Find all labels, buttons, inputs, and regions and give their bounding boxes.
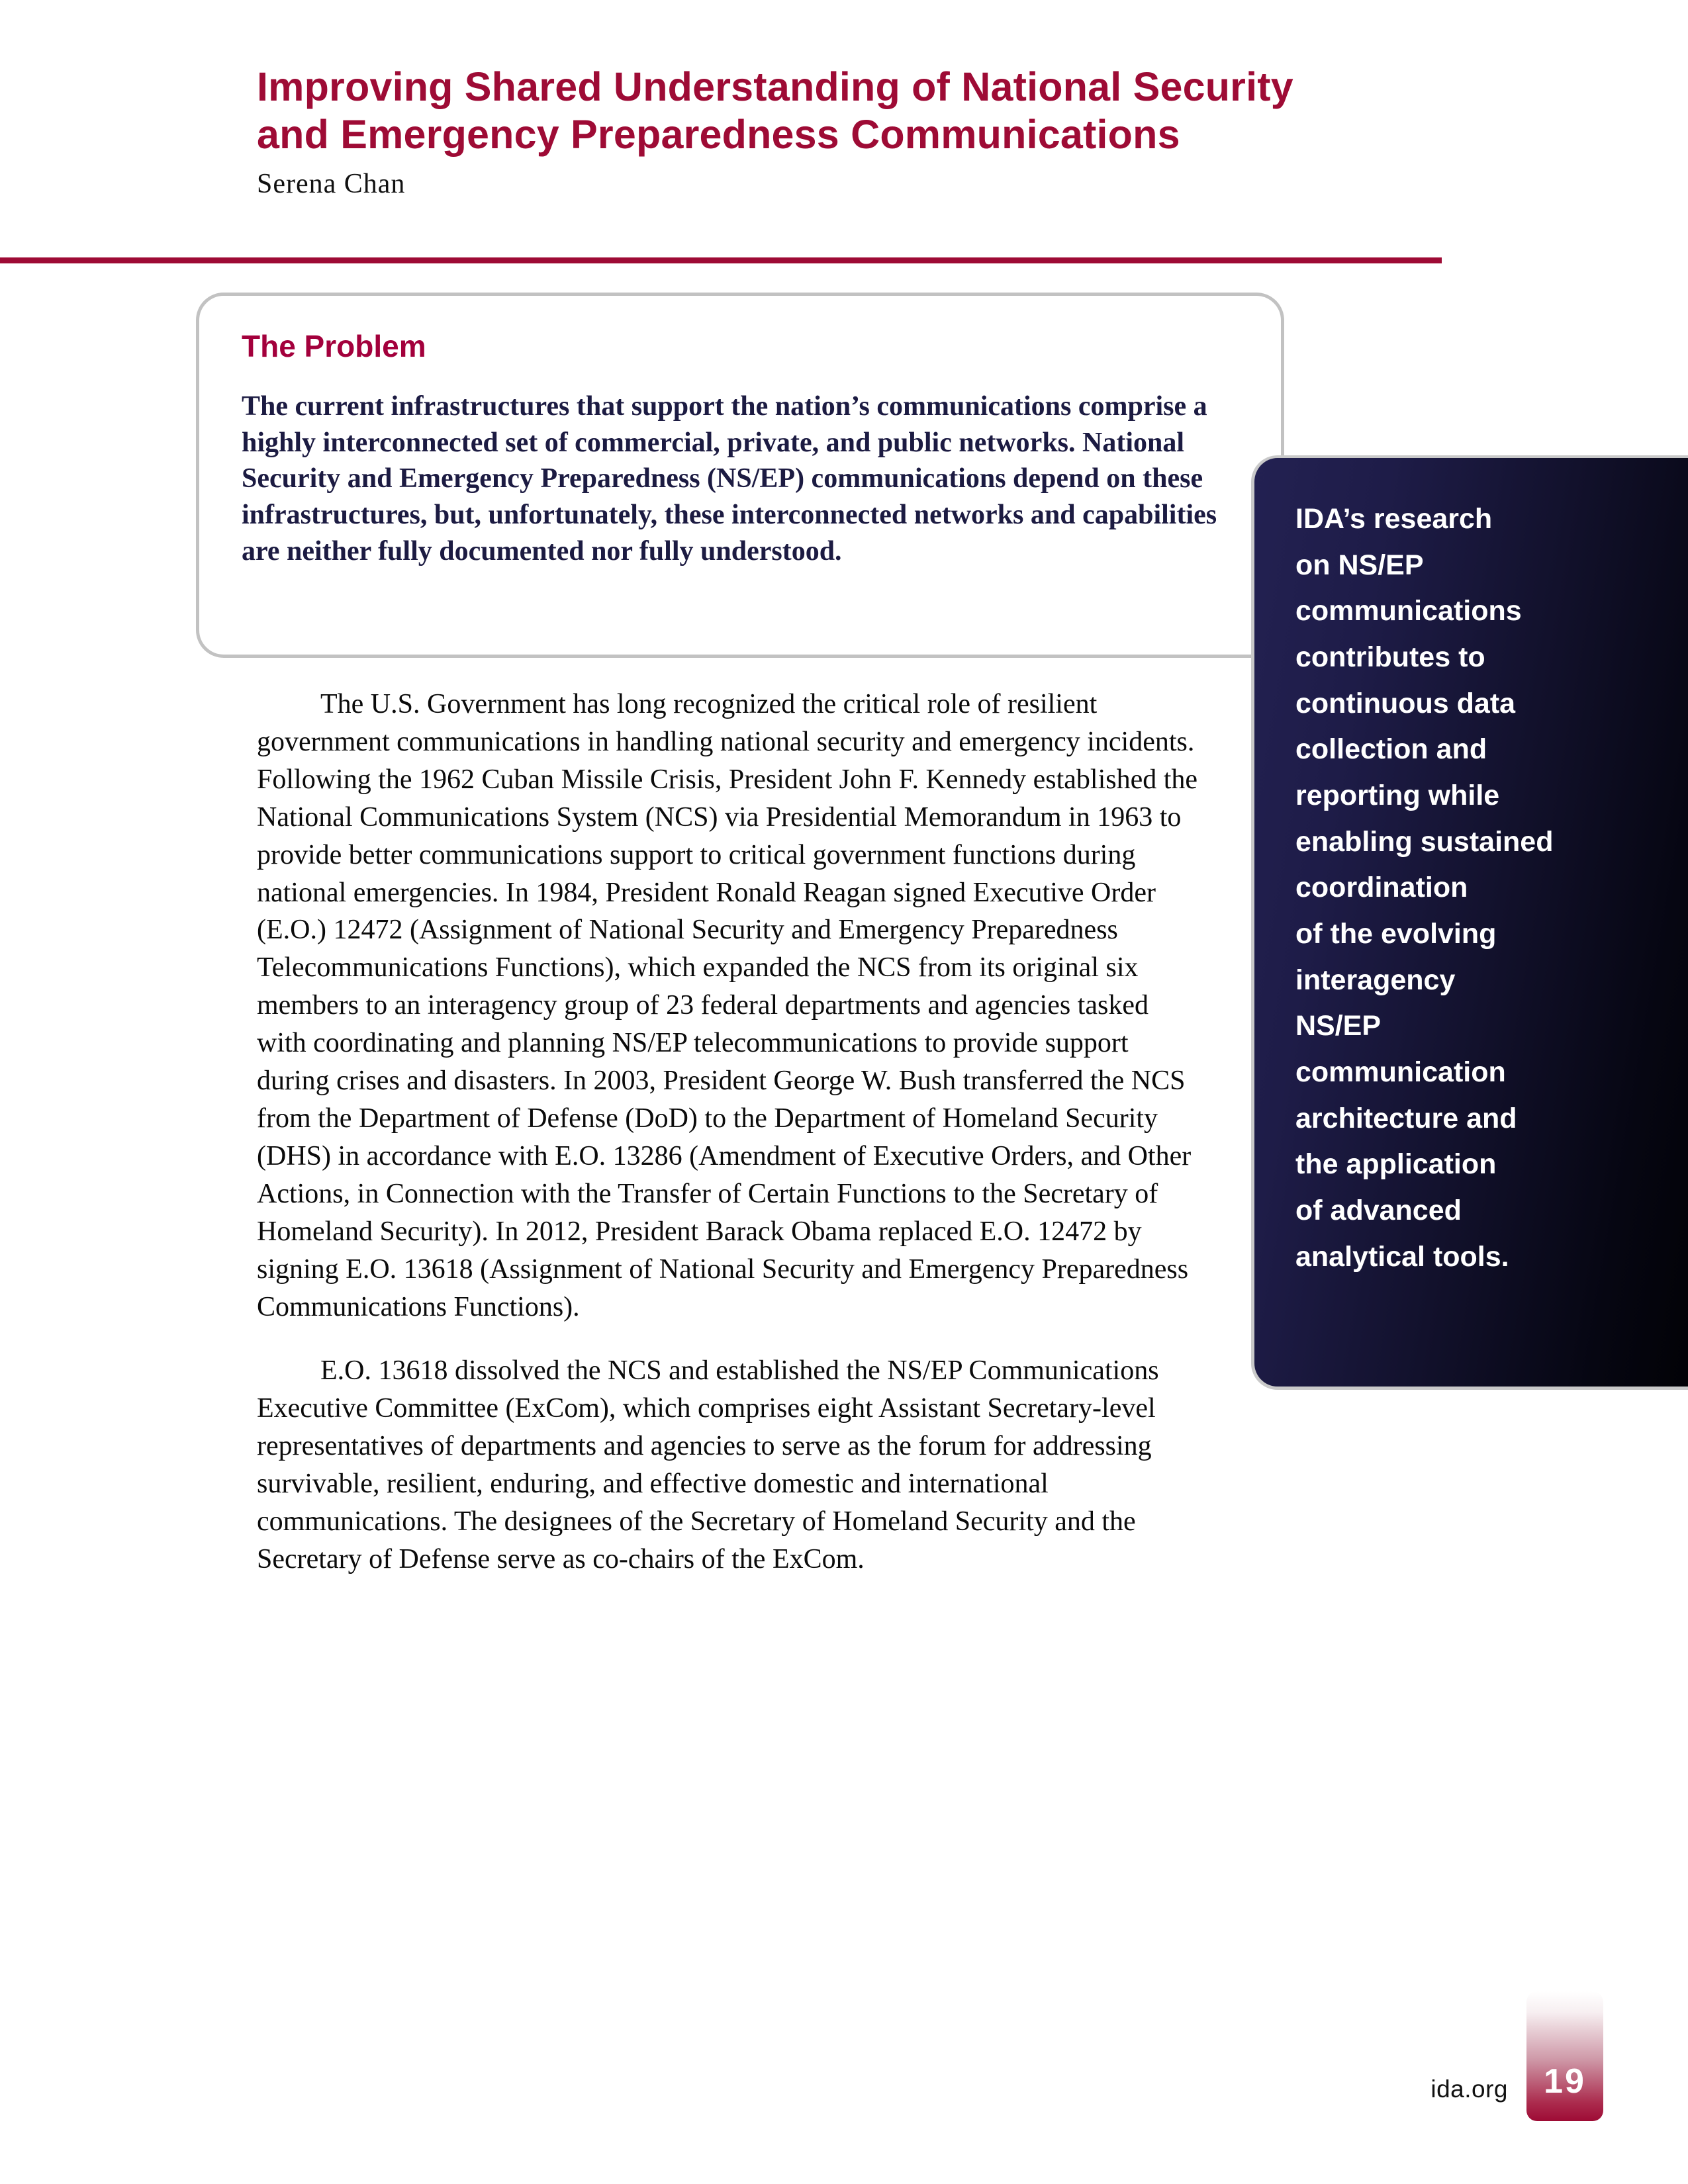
pull-quote-line: architecture and [1295, 1102, 1517, 1134]
page-number-tab [1526, 1991, 1603, 2121]
header-divider-rule [0, 257, 1442, 263]
article-author: Serena Chan [257, 168, 406, 199]
pull-quote-line: analytical tools. [1295, 1240, 1509, 1273]
article-header [257, 64, 1448, 199]
body-paragraph: The U.S. Government has long recognized the critical role of resilient government communications in handling national security and emergency incidents. Following the 1962 Cuban Missile Crisis, President John F. Kennedy established the National Communications System (NCS) via Presidential Memorandum in 1963 to provide better communications support to critical government functions during national emergencies. In 1984, President Ronald Reagan signed Executive Order (E.O.) 12472 (Assignment of National Security and Emergency Preparedness Telecommunications Functions), which expanded the NCS from its original six members to an interagency group of 23 federal departments and agencies tasked with coordinating and planning NS/EP telecommunications to provide support during crises and disasters. In 2003, President George W. Bush transferred the NCS from the Department of Defense (DoD) to the Department of Homeland Security (DHS) in accordance with E.O. 13286 (Amendment of Executive Orders, and Other Actions, in Connection with the Transfer of Certain Functions to the Secretary of Homeland Security). In 2012, President Barack Obama replaced E.O. 12472 by signing E.O. 13618 (Assignment of National Security and Emergency Preparedness Communications Functions). [257, 689, 1198, 1322]
pull-quote-text [1295, 496, 1675, 1280]
problem-heading: The Problem [242, 329, 426, 363]
pull-quote-line: contributes to [1295, 641, 1485, 673]
pull-quote-line: collection and [1295, 733, 1487, 766]
pull-quote-line: reporting while [1295, 779, 1500, 811]
article-body-column [257, 686, 1203, 1578]
problem-body-text: The current infrastructures that support the nation’s communications comprise a highly interconnected set of commercial, private, and public networks. National Security and Emergency Preparedness (NS/EP) communications depend on these infrastructures, but, unfortunately, these interconnected networks and capabilities are neither fully documented nor fully understood. [242, 391, 1217, 567]
page-title [257, 64, 1448, 159]
page-title-line-2: and Emergency Preparedness Communications [257, 111, 1180, 157]
pull-quote-line: on NS/EP [1295, 549, 1424, 581]
pull-quote-line: coordination [1295, 872, 1468, 904]
pull-quote-line: communications [1295, 595, 1522, 627]
pull-quote-line: enabling sustained [1295, 825, 1554, 858]
pull-quote-line: the application [1295, 1148, 1497, 1181]
page-number: 19 [1544, 2062, 1586, 2101]
page-title-line-1: Improving Shared Understanding of National Security [257, 64, 1293, 109]
problem-callout-box [196, 293, 1284, 658]
pull-quote-line: of advanced [1295, 1194, 1462, 1226]
footer-website-label: ida.org [1430, 2075, 1508, 2103]
pull-quote-line: communication [1295, 1056, 1506, 1088]
pull-quote-line: continuous data [1295, 687, 1516, 719]
pull-quote-line: IDA’s research [1295, 503, 1493, 535]
pull-quote-box [1251, 455, 1688, 1390]
pull-quote-line: of the evolving [1295, 917, 1497, 950]
pull-quote-line: NS/EP [1295, 1010, 1382, 1042]
body-paragraph: E.O. 13618 dissolved the NCS and established the NS/EP Communications Executive Committee (ExCom), which comprises eight Assistant Secretary-level representatives of departments and agencies to serve as the forum for addressing survivable, resilient, enduring, and effective domestic and international communications. The designees of the Secretary of Homeland Security and the Secretary of Defense serve as co-chairs of the ExCom. [257, 1355, 1159, 1574]
pull-quote-line: interagency [1295, 964, 1456, 996]
